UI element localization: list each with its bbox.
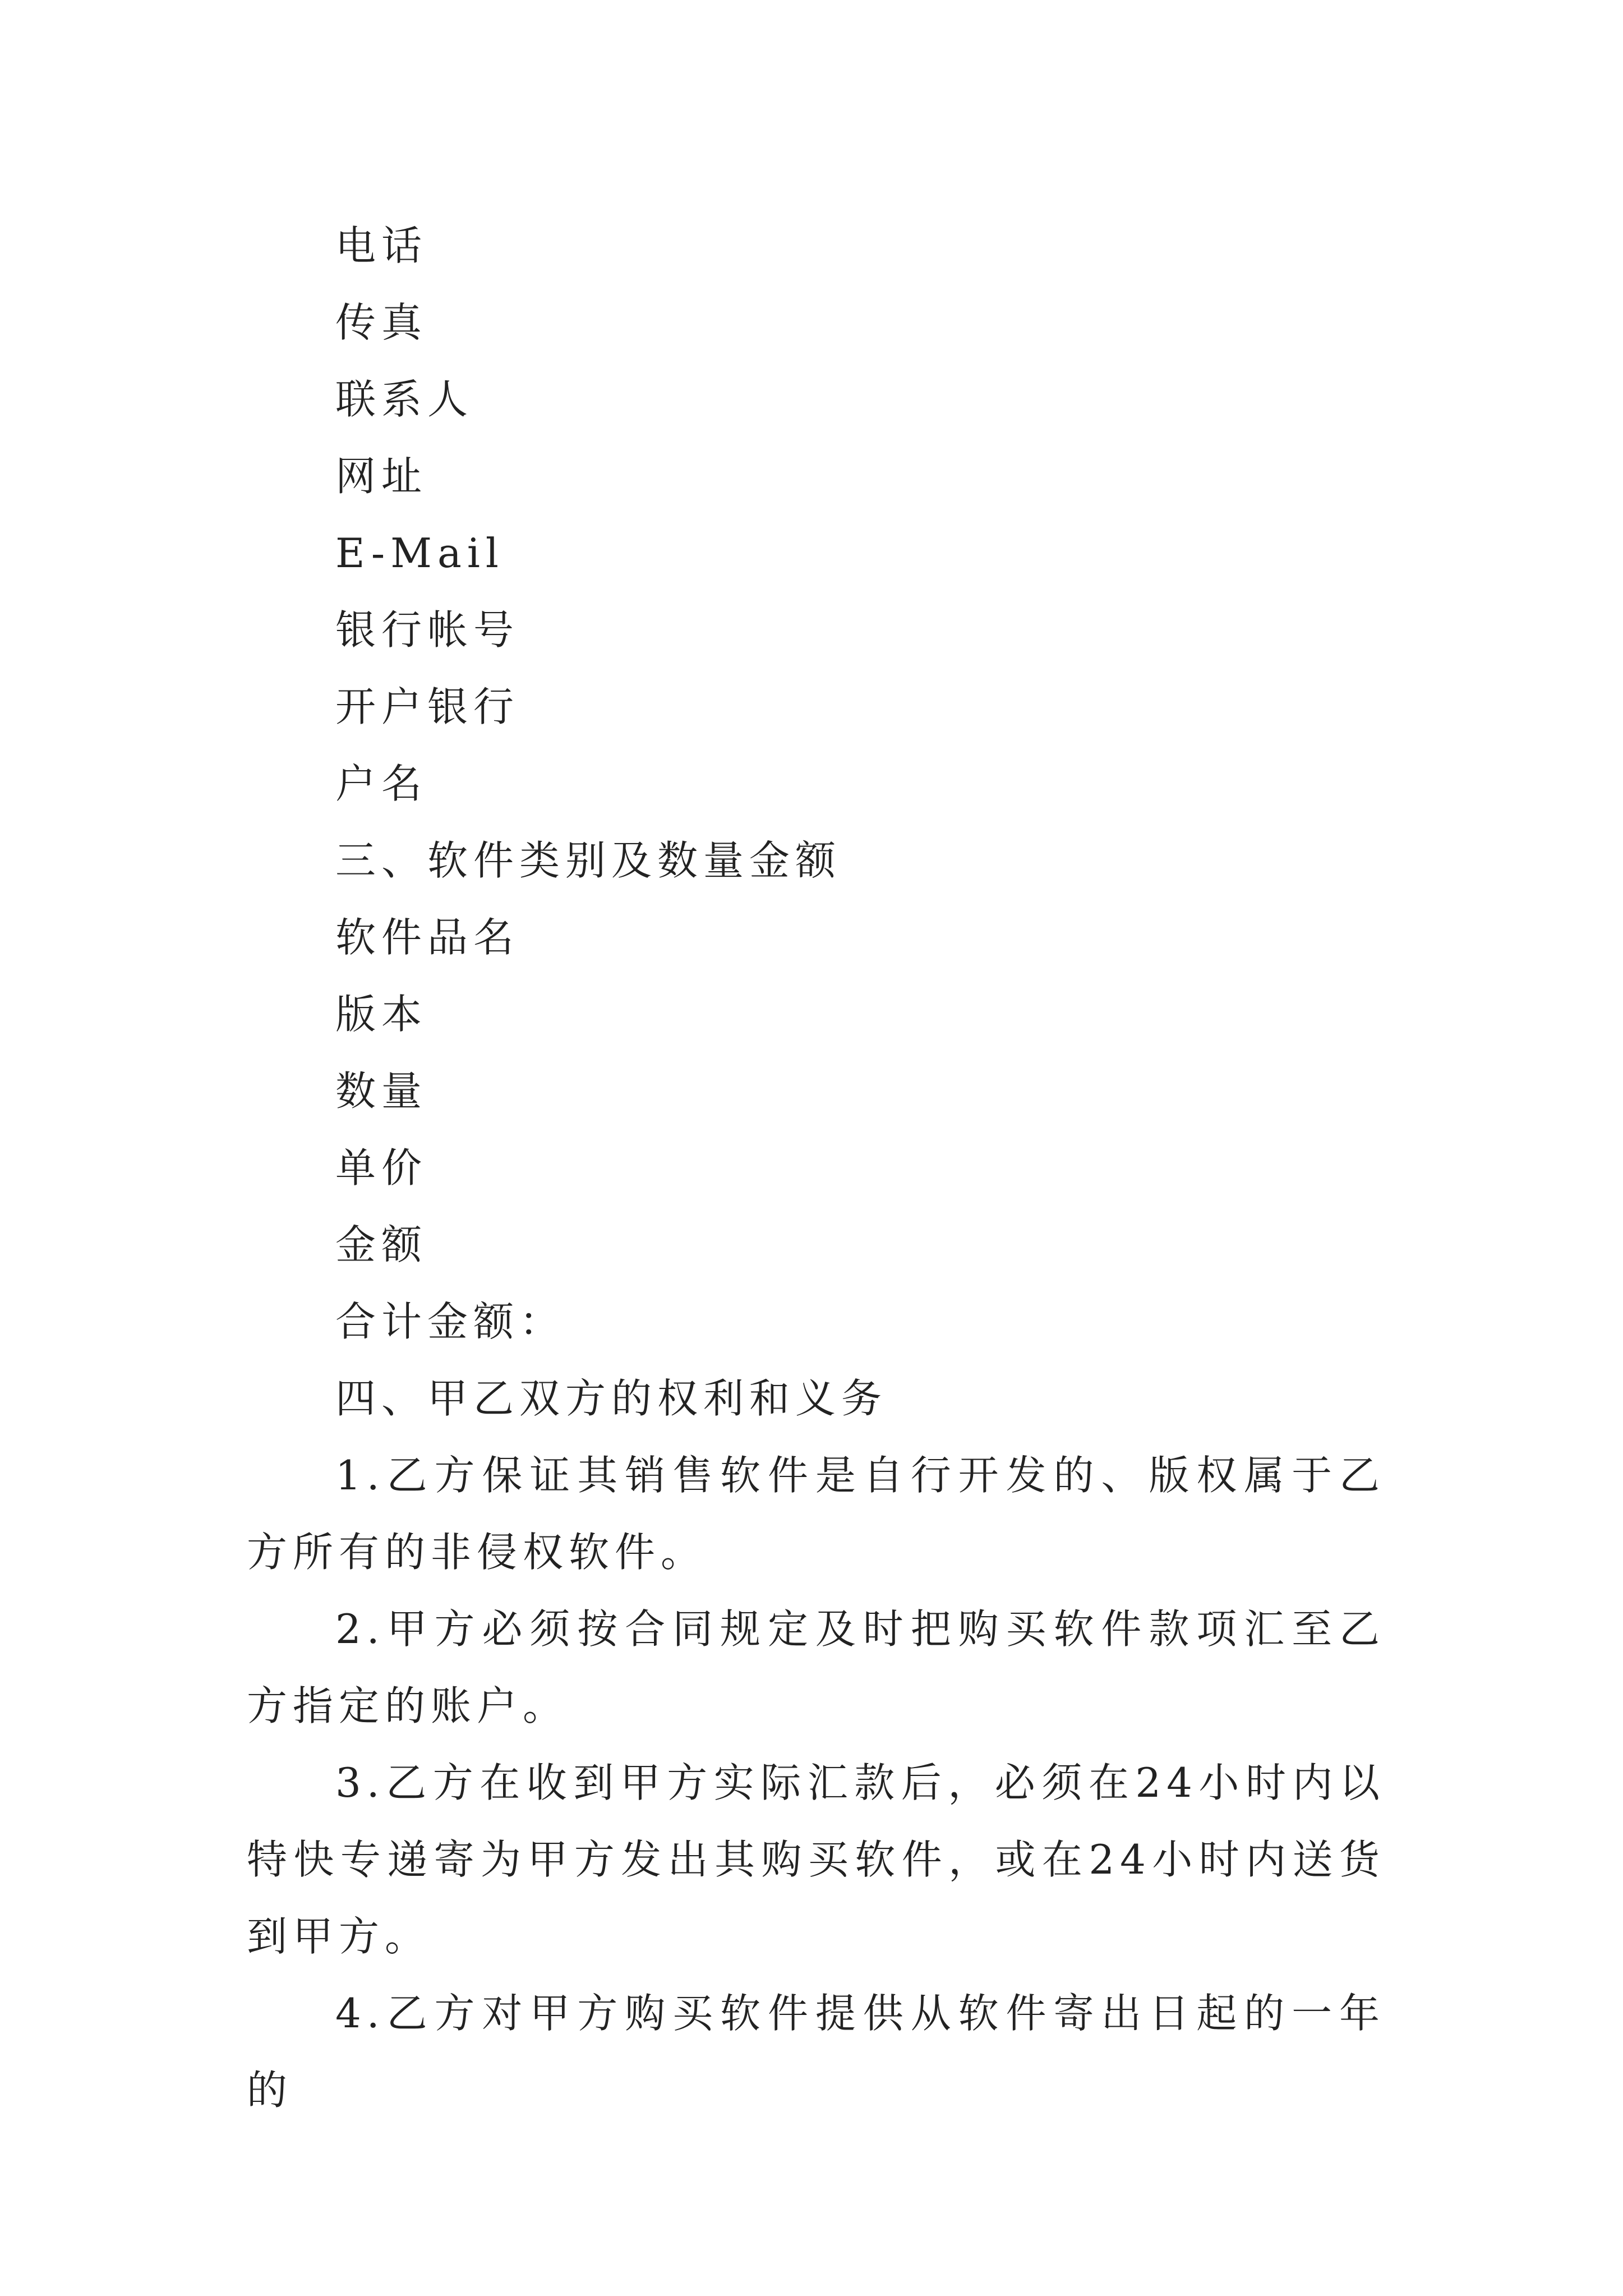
field-website: 网址 [335,453,428,500]
item-quantity: 数量 [335,1068,428,1115]
field-account-name: 户名 [335,760,428,807]
field-bank-account: 银行帐号 [335,606,520,654]
clause-3: 3.乙方在收到甲方实际汇款后，必须在24小时内以特快专递寄为甲方发出其购买软件，或在24小时内送货到甲方。 [247,1759,1385,1960]
clause-4: 4.乙方对甲方购买软件提供从软件寄出日起的一年的 [247,1990,1385,2114]
item-unit-price: 单价 [335,1144,428,1191]
item-total-amount: 合计金额： [335,1298,566,1345]
field-email: E-Mail [335,530,504,577]
field-contact-person: 联系人 [335,376,474,423]
section-3-heading: 三、软件类别及数量金额 [335,837,842,884]
field-fax: 传真 [335,299,428,346]
section-4-heading: 四、甲乙双方的权利和义务 [335,1375,888,1422]
item-version: 版本 [335,991,428,1038]
field-opening-bank: 开户银行 [335,683,520,730]
item-amount: 金额 [335,1221,428,1268]
field-phone: 电话 [335,222,428,269]
clause-2: 2.甲方必须按合同规定及时把购买软件款项汇至乙方指定的账户。 [247,1605,1385,1729]
clause-1: 1.乙方保证其销售软件是自行开发的、版权属于乙方所有的非侵权软件。 [247,1452,1385,1576]
item-software-name: 软件品名 [335,914,520,961]
contract-text [247,208,1385,2129]
